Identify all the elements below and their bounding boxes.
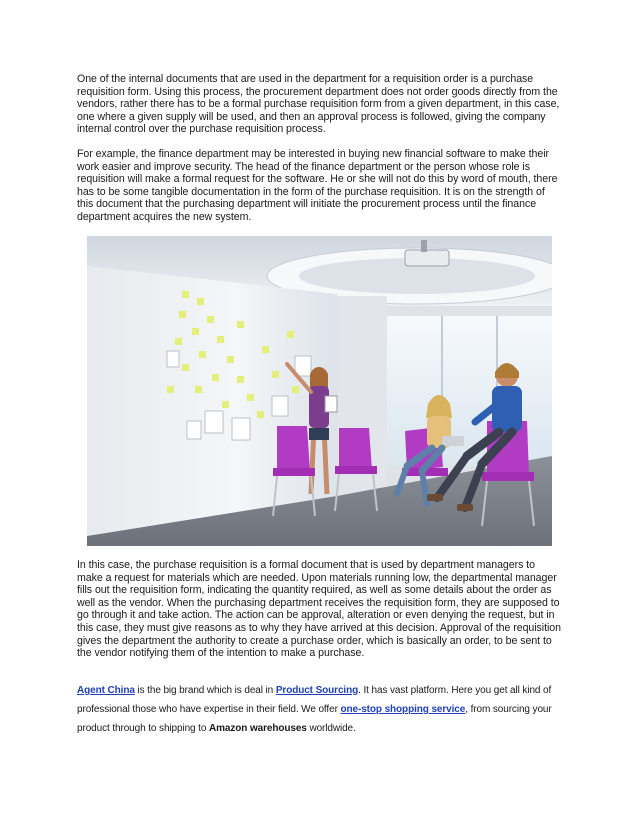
promo-text-4: worldwide. [306,723,356,734]
projector-mount [421,240,427,252]
amazon-warehouses-text: Amazon warehouses [209,723,307,734]
one-stop-shopping-link[interactable]: one-stop shopping service [340,704,466,715]
back-wall [87,266,337,536]
promo-text-3: , from sourcing your product through to shipping to [77,704,552,734]
promo-text-2: . It has vast platform. Here you get all kind of professional those who have expertise in their field. We offer [77,685,552,715]
paragraph-example: For example, the finance department may be interested in buying new financial software to make their work easier and improve security. The head of the finance department or the person whose role is requisition will make a formal request for the software. He or she will not do this by word of mouth, there has to be some tangible documentation in the form of the purchase requisition. It is on the strength of this document that the purchasing department will initiate the procurement process until the finance department acquires the new system. [77,148,558,223]
office-meeting-illustration [87,236,552,546]
projector [405,250,449,266]
paragraph-promo [77,681,563,738]
agent-china-link[interactable]: Agent China [77,685,135,696]
promo-text-1: is the big brand which is deal in [134,685,276,696]
office-meeting-photo [87,236,552,546]
product-sourcing-link[interactable]: Product Sourcing [275,685,359,696]
paragraph-explanation: In this case, the purchase requisition is a formal document that is used by department managers to make a request for materials which are needed. Upon materials running low, the departmental manager fills out the requisition form, indicating the quantity required, as well as some details about the order as well as the vendor. When the purchasing department receives the requisition form, they are supposed to go through it and take action. The action can be approval, alteration or even denying the request, but in this case, they must give reasons as to why they have arrived at this decision. Approval of the requisition gives the department the authority to create a purchase order, which is basically an order, to be sent to the vendor notifying them of the intention to make a purchase. [77,559,561,660]
paragraph-intro: One of the internal documents that are used in the department for a requisition order is a purchase requisition form. Using this process, the procurement department does not order goods directly from the vendors, rather there has to be a formal purchase requisition form from a given department, in this case, one where a given supply will be used, and then an approval process is followed, giving the company internal control over the purchase requisition process. [77,73,560,136]
